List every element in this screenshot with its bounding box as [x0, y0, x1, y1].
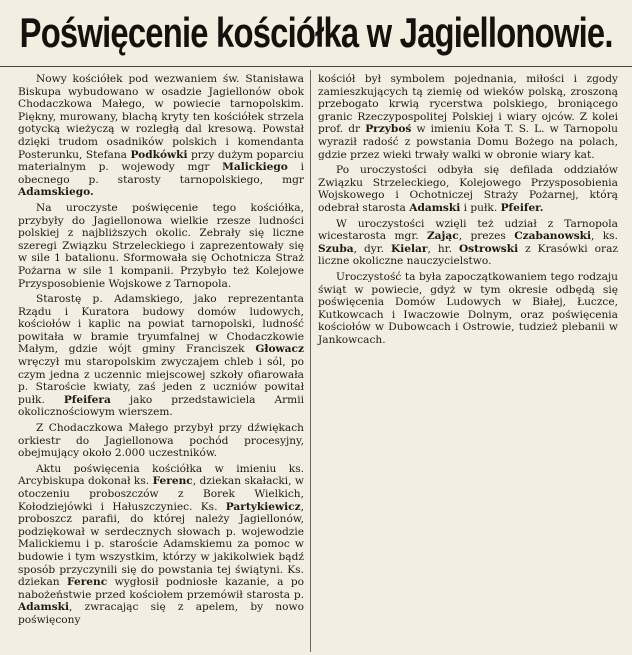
right-column	[318, 73, 618, 349]
bold-name: Głowacz	[255, 343, 304, 356]
text-run: Aktu poświęcenia kościółka w imieniu ks. Arcybiskupa dokonał ks.	[18, 462, 304, 488]
article-paragraph	[18, 422, 304, 460]
article-paragraph	[18, 73, 304, 199]
article-paragraph	[18, 463, 304, 627]
text-run: , ks.	[591, 230, 618, 243]
bold-name: Podkówki	[130, 148, 188, 161]
bold-name: Adamski	[409, 201, 461, 214]
bold-name: Kielar	[391, 242, 428, 255]
bold-name: Pfeifer.	[500, 201, 544, 214]
bold-name: Adamskiego.	[18, 186, 94, 199]
bold-name: Adamski	[18, 601, 70, 614]
bold-name: Partykiewicz	[225, 500, 301, 513]
article-paragraph	[18, 293, 304, 419]
text-run: Na uroczyste poświęcenie tego kościółka, przybyły do Jagiellonowa wielkie rzesze ludności polskiej z najbliższych okolic. Zebrały się liczne szeregi Związku Strzeleckiego i zaprezentowały się w sile 1 batalionu. Sformowała się Ochotnicza Straż Pożarna w sile 1 kompanii. Przybyło też Kolejowe Przysposobienie Wojskowe z Tarnopola.	[18, 201, 304, 290]
article-paragraph	[318, 271, 618, 347]
text-run: , proboszcz parafii, do której należy Jagiellonów, podziękował w serdecznych słowach p. wojewodzie Malickiemu i p. staroście Adamskiemu za pomoc w budowie i tym wszystkim, którzy w jakikolwiek bądź sposób przyczynili się do powstania tej świątyni. Ks. dziekan	[18, 500, 304, 589]
article-paragraph	[318, 73, 618, 161]
bold-name: Przyboś	[365, 123, 412, 136]
text-run: wręczył mu staropolskim zwyczajem chleb i sól, po czym jedna z uczennic miejscowej szkoły ofiarowała p. Staroście kwiaty, zaś jeden z uczniów powitał pułk.	[18, 356, 304, 406]
text-run: wygłosił podniosłe kazanie, a po nabożeństwie przed kościołem przemówił starosta p.	[18, 576, 305, 601]
article-paragraph	[318, 164, 618, 214]
bold-name: Pfeifera	[63, 393, 111, 406]
bold-name: Malickiego	[222, 161, 288, 174]
text-run: , hr.	[427, 242, 459, 255]
bold-name: Ferenc	[67, 576, 108, 589]
bold-name: Ferenc	[152, 475, 193, 488]
text-run: Po uroczystości odbyła się defilada oddziałów Związku Strzeleckiego, Kolejowego Przysposobienia Wojskowego i Ochotniczej Straży Pożarnej, którą odebrał starosta	[318, 164, 618, 214]
left-column	[18, 73, 304, 630]
text-run: , prezes	[458, 230, 515, 243]
article-paragraph	[318, 218, 618, 268]
text-run: , zwracając się z apelem, by nowo poświęcony	[18, 601, 304, 626]
article-paragraph	[18, 202, 304, 290]
text-run: kościół był symbolem pojednania, miłości i zgody zamieszkujących tą ziemię od wieków polską, zroszoną przebogato krwią rycerstwa polskiego, broniącego granic Rzeczypospolitej Polskiej i wiary ojców. Z kolei prof. dr	[318, 73, 618, 136]
article-headline: Poświęcenie kościółka w Jagiellonowie.	[19, 9, 613, 56]
text-run: z Krasówki oraz liczne okoliczne nauczycielstwo.	[318, 242, 619, 268]
bold-name: Czabanowski	[514, 230, 592, 243]
bold-name: Zając	[426, 230, 459, 243]
text-run: , dziekan skałacki, w otoczeniu proboszczów z Borek Wielkich, Kołodziejówki i Hałuszczyniec. Ks.	[18, 475, 304, 513]
headline-bar	[0, 0, 632, 67]
text-run: Starostę p. Adamskiego, jako reprezentanta Rządu i Kuratora budowy domów ludowych, kościołów i kaplic na powiat tarnopolski, ludność powitała w bramie tryumfalnej w Chodaczkowie Małym, gdzie wójt gminy Franciszek	[18, 293, 304, 356]
bold-name: Ostrowski	[458, 242, 519, 255]
bold-name: Szuba	[318, 242, 354, 255]
text-run: Nowy kościółek pod wezwaniem św. Stanisława Biskupa wybudowano w osadzie Jagiellonów obok Chodaczkowa Małego, w powiecie tarnopolskim. Piękny, murowany, blachą kryty ten kościółek strzela gotycką wieżyczą w rozległą dal kresową. Powstał dzięki trudom osadników polskich i komendanta Posterunku, Stefana	[18, 73, 304, 161]
text-run: Uroczystość ta była zapoczątkowaniem tego rodzaju świąt w powiecie, gdyż w tym okresie odbędą się poświęcenia Domów Ludowych w Białej, Łuczce, Kutkowcach i Iwaczowie Dolnym, oraz poświęcenia kościołów w Dubowcach i Ostrowie, tudzież plebanii w Jankowcach.	[318, 270, 618, 346]
text-run: i pułk.	[460, 201, 501, 214]
text-run: W uroczystości wzięli też udział z Tarnopola wicestarosta mgr.	[318, 217, 618, 243]
text-run: przy dużym poparciu materialnym p. wojewody mgr	[18, 148, 304, 174]
column-divider	[310, 70, 311, 652]
text-run: i obecnego p. starosty tarnopolskiego, mgr	[18, 161, 304, 186]
text-run: , dyr.	[353, 242, 392, 255]
text-run: w imieniu Koła T. S. L. w Tarnopolu wyraził radość z powstania Domu Bożego na polach, gdzie przez wieki trwały walki w obronie wiary kat.	[318, 123, 618, 161]
text-run: Z Chodaczkowa Małego przybył przy dźwiękach orkiestr do Jagiellonowa pochód procesyjny, obejmujący około 2.000 uczestników.	[18, 422, 304, 460]
text-run: jako przedstawiciela Armii okolicznościowym wierszem.	[18, 393, 304, 419]
